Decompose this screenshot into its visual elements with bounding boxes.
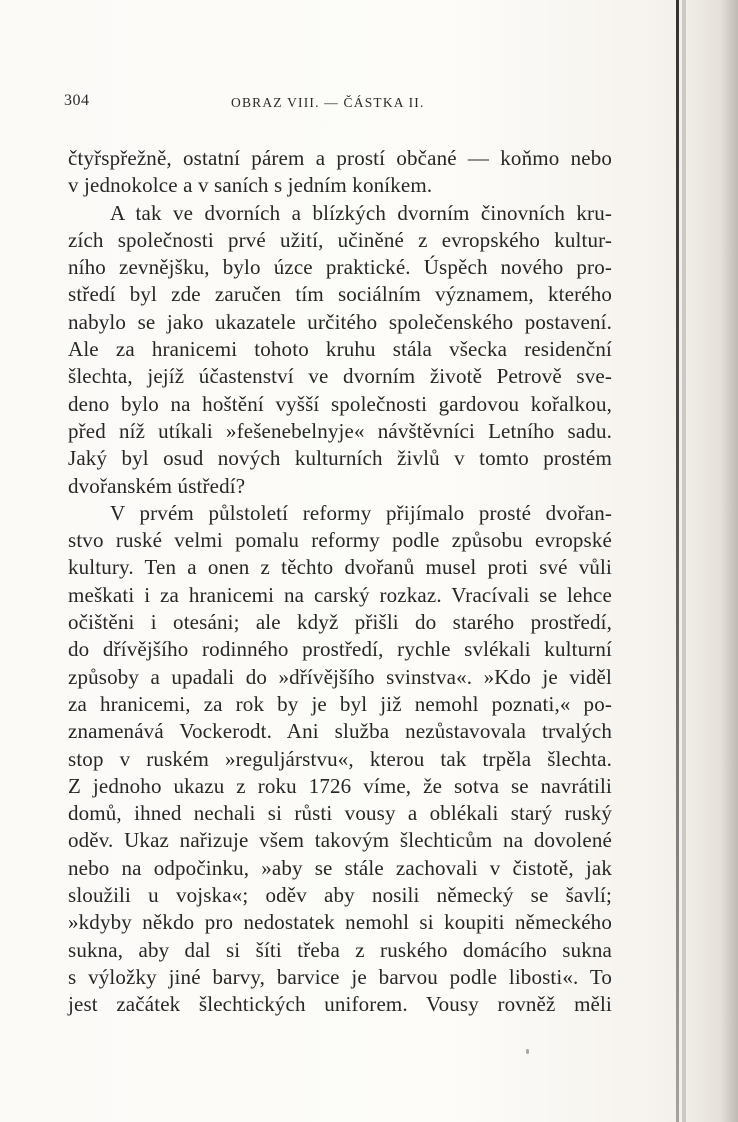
- text-line: čtyřspřežně, ostatní párem a prostí občané — koňmo nebo: [68, 146, 612, 170]
- text-line: očištěni i otesáni; ale když přišli do starého prostředí,: [68, 610, 612, 635]
- text-line: kultury. Ten a onen z těchto dvořanů musel proti své vůli: [68, 555, 612, 580]
- text-line: deno bylo na hoštění vyšší společnosti gardovou kořalkou,: [68, 391, 612, 416]
- body-text: [68, 145, 612, 1019]
- text-line: stvo ruské velmi pomalu reformy podle způsobu evropské: [68, 528, 612, 553]
- running-title: OBRAZ VIII. — ČÁSTKA II.: [231, 95, 425, 110]
- text-line: v jednokolce a v saních s jedním koníkem.: [68, 173, 433, 198]
- text-line: způsoby a upadali do »dřívějšího svinstva«. »Kdo je viděl: [68, 664, 612, 689]
- text-line: V prvém půlstoletí reformy přijímalo prosté dvořan-: [110, 500, 612, 525]
- text-line: domů, ihned nechali si růsti vousy a oblékali starý ruský: [68, 801, 612, 826]
- text-line: šlechta, jejíž účastenství ve dvorním životě Petrově sve-: [68, 364, 612, 389]
- text-line: oděv. Ukaz nařizuje všem takovým šlechticům na dovolené: [68, 828, 612, 853]
- text-line: A tak ve dvorních a blízkých dvorním činovních kru-: [110, 200, 612, 225]
- text-line: nebo na odpočinku, »aby se stále zachovali v čistotě, jak: [68, 855, 612, 880]
- text-line: »kdyby někdo pro nedostatek nemohl si koupiti německého: [68, 910, 612, 935]
- text-line: ního zevnějšku, bylo úzce praktické. Úspěch nového pro-: [68, 255, 612, 280]
- text-line: do dřívějšího rodinného prostředí, rychle svlékali kulturní: [68, 637, 612, 662]
- text-line: meškati i za hranicemi na carský rozkaz. Vracívali se lehce: [68, 582, 612, 607]
- page-gutter-shadow: [680, 0, 738, 1122]
- page-header: [0, 92, 738, 118]
- page-number: 304: [64, 92, 90, 109]
- text-line: znamenává Vockerodt. Ani služba nezůstavovala trvalých: [68, 719, 612, 744]
- page-edge-line: [676, 0, 679, 1122]
- page-edge-line-secondary: [682, 0, 686, 1122]
- text-line: Ale za hranicemi tohoto kruhu stála všecka residenční: [68, 337, 612, 362]
- text-line: sloužili u vojska«; oděv aby nosili německý se šavlí;: [68, 883, 612, 908]
- text-line: zích společnosti prvé užití, učiněné z evropského kultur-: [68, 227, 612, 252]
- text-line: Jaký byl osud nových kulturních živlů v tomto prostém: [68, 446, 612, 471]
- text-line: dvořanském ústředí?: [68, 473, 246, 498]
- text-line: s výložky jiné barvy, barvice je barvou podle libosti«. To: [68, 964, 612, 989]
- text-line: jest začátek šlechtických uniforem. Vousy rovněž měli: [68, 992, 612, 1017]
- text-line: za hranicemi, za rok by je byl již nemohl poznati,« po-: [68, 691, 612, 716]
- text-line: Z jednoho ukazu z roku 1726 víme, že sotva se navrátili: [68, 773, 612, 798]
- text-line: sukna, aby dal si šíti třeba z ruského domácího sukna: [68, 937, 612, 962]
- text-line: stop v ruském »reguljárstvu«, kterou tak trpěla šlechta.: [68, 746, 612, 771]
- text-line: středí byl zde zaručen tím sociálním významem, kterého: [68, 282, 612, 307]
- text-line: před níž utíkali »fešenebelnyje« návštěvníci Letního sadu.: [68, 418, 612, 443]
- text-line: nabylo se jako ukazatele určitého společenského postavení.: [68, 309, 612, 334]
- ink-speck: [526, 1049, 529, 1054]
